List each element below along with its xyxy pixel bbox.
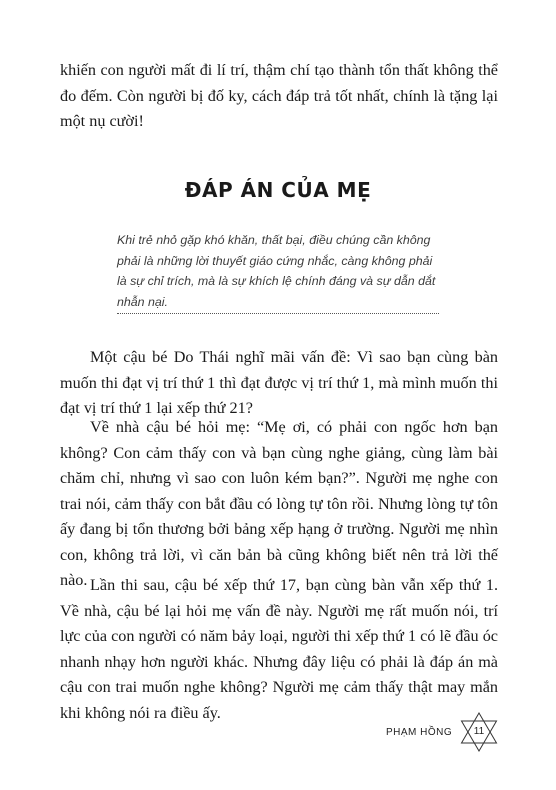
- body-paragraph-2: Về nhà cậu bé hỏi mẹ: “Mẹ ơi, có phải con ngốc hơn bạn không? Con cảm thấy con và bạn cùng nghe giảng, cùng làm bài chăm chỉ, nhưng vì sao con luôn kém bạn?”. Người mẹ nghe con trai nói, cảm thấy con bắt đầu có lòng tự tôn rồi. Nhưng lòng tự tôn ấy đang bị tổn thương bởi bảng xếp hạng ở trường. Người mẹ nhìn con, không trả lời, vì căn bản bà cũng không biết nên trả lời thế nào.: [60, 418, 498, 589]
- section-title: ĐÁP ÁN CỦA MẸ: [184, 178, 372, 202]
- body-paragraph-3: Lần thi sau, cậu bé xếp thứ 17, bạn cùng bàn vẫn xếp thứ 1. Về nhà, cậu bé lại hỏi mẹ vấn đề này. Người mẹ rất muốn nói, trí lực của con người có năm bảy loại, người thi xếp thứ 1 có lẽ đầu óc nhanh nhạy hơn người khác. Nhưng đây liệu có phải là đáp án mà cậu con trai muốn nghe không? Người mẹ cảm thấy thật may mắn khi không nói ra điều ấy.: [60, 576, 498, 722]
- epigraph-quote: Khi trẻ nhỏ gặp khó khăn, thất bại, điều chúng cần không phải là những lời thuyết giáo cứng nhắc, càng không phải là sự chỉ trích, mà là sự khích lệ chính đáng và sự dẫn dắt nhẫn nại.: [117, 233, 436, 309]
- page-number: 11: [473, 726, 485, 737]
- intro-paragraph: khiến con người mất đi lí trí, thậm chí tạo thành tổn thất không thể đo đếm. Còn người bị đố ky, cách đáp trả tốt nhất, chính là tặng lại một nụ cười!: [60, 61, 498, 130]
- dotted-divider: [117, 313, 439, 314]
- body-paragraph-1: Một cậu bé Do Thái nghĩ mãi vấn đề: Vì sao bạn cùng bàn muốn thi đạt vị trí thứ 1 thì đạt được vị trí thứ 1, mà mình muốn thi đạt vị trí thứ 1 lại xếp thứ 21?: [60, 348, 498, 417]
- footer-author: PHẠM HỒNG: [386, 727, 453, 738]
